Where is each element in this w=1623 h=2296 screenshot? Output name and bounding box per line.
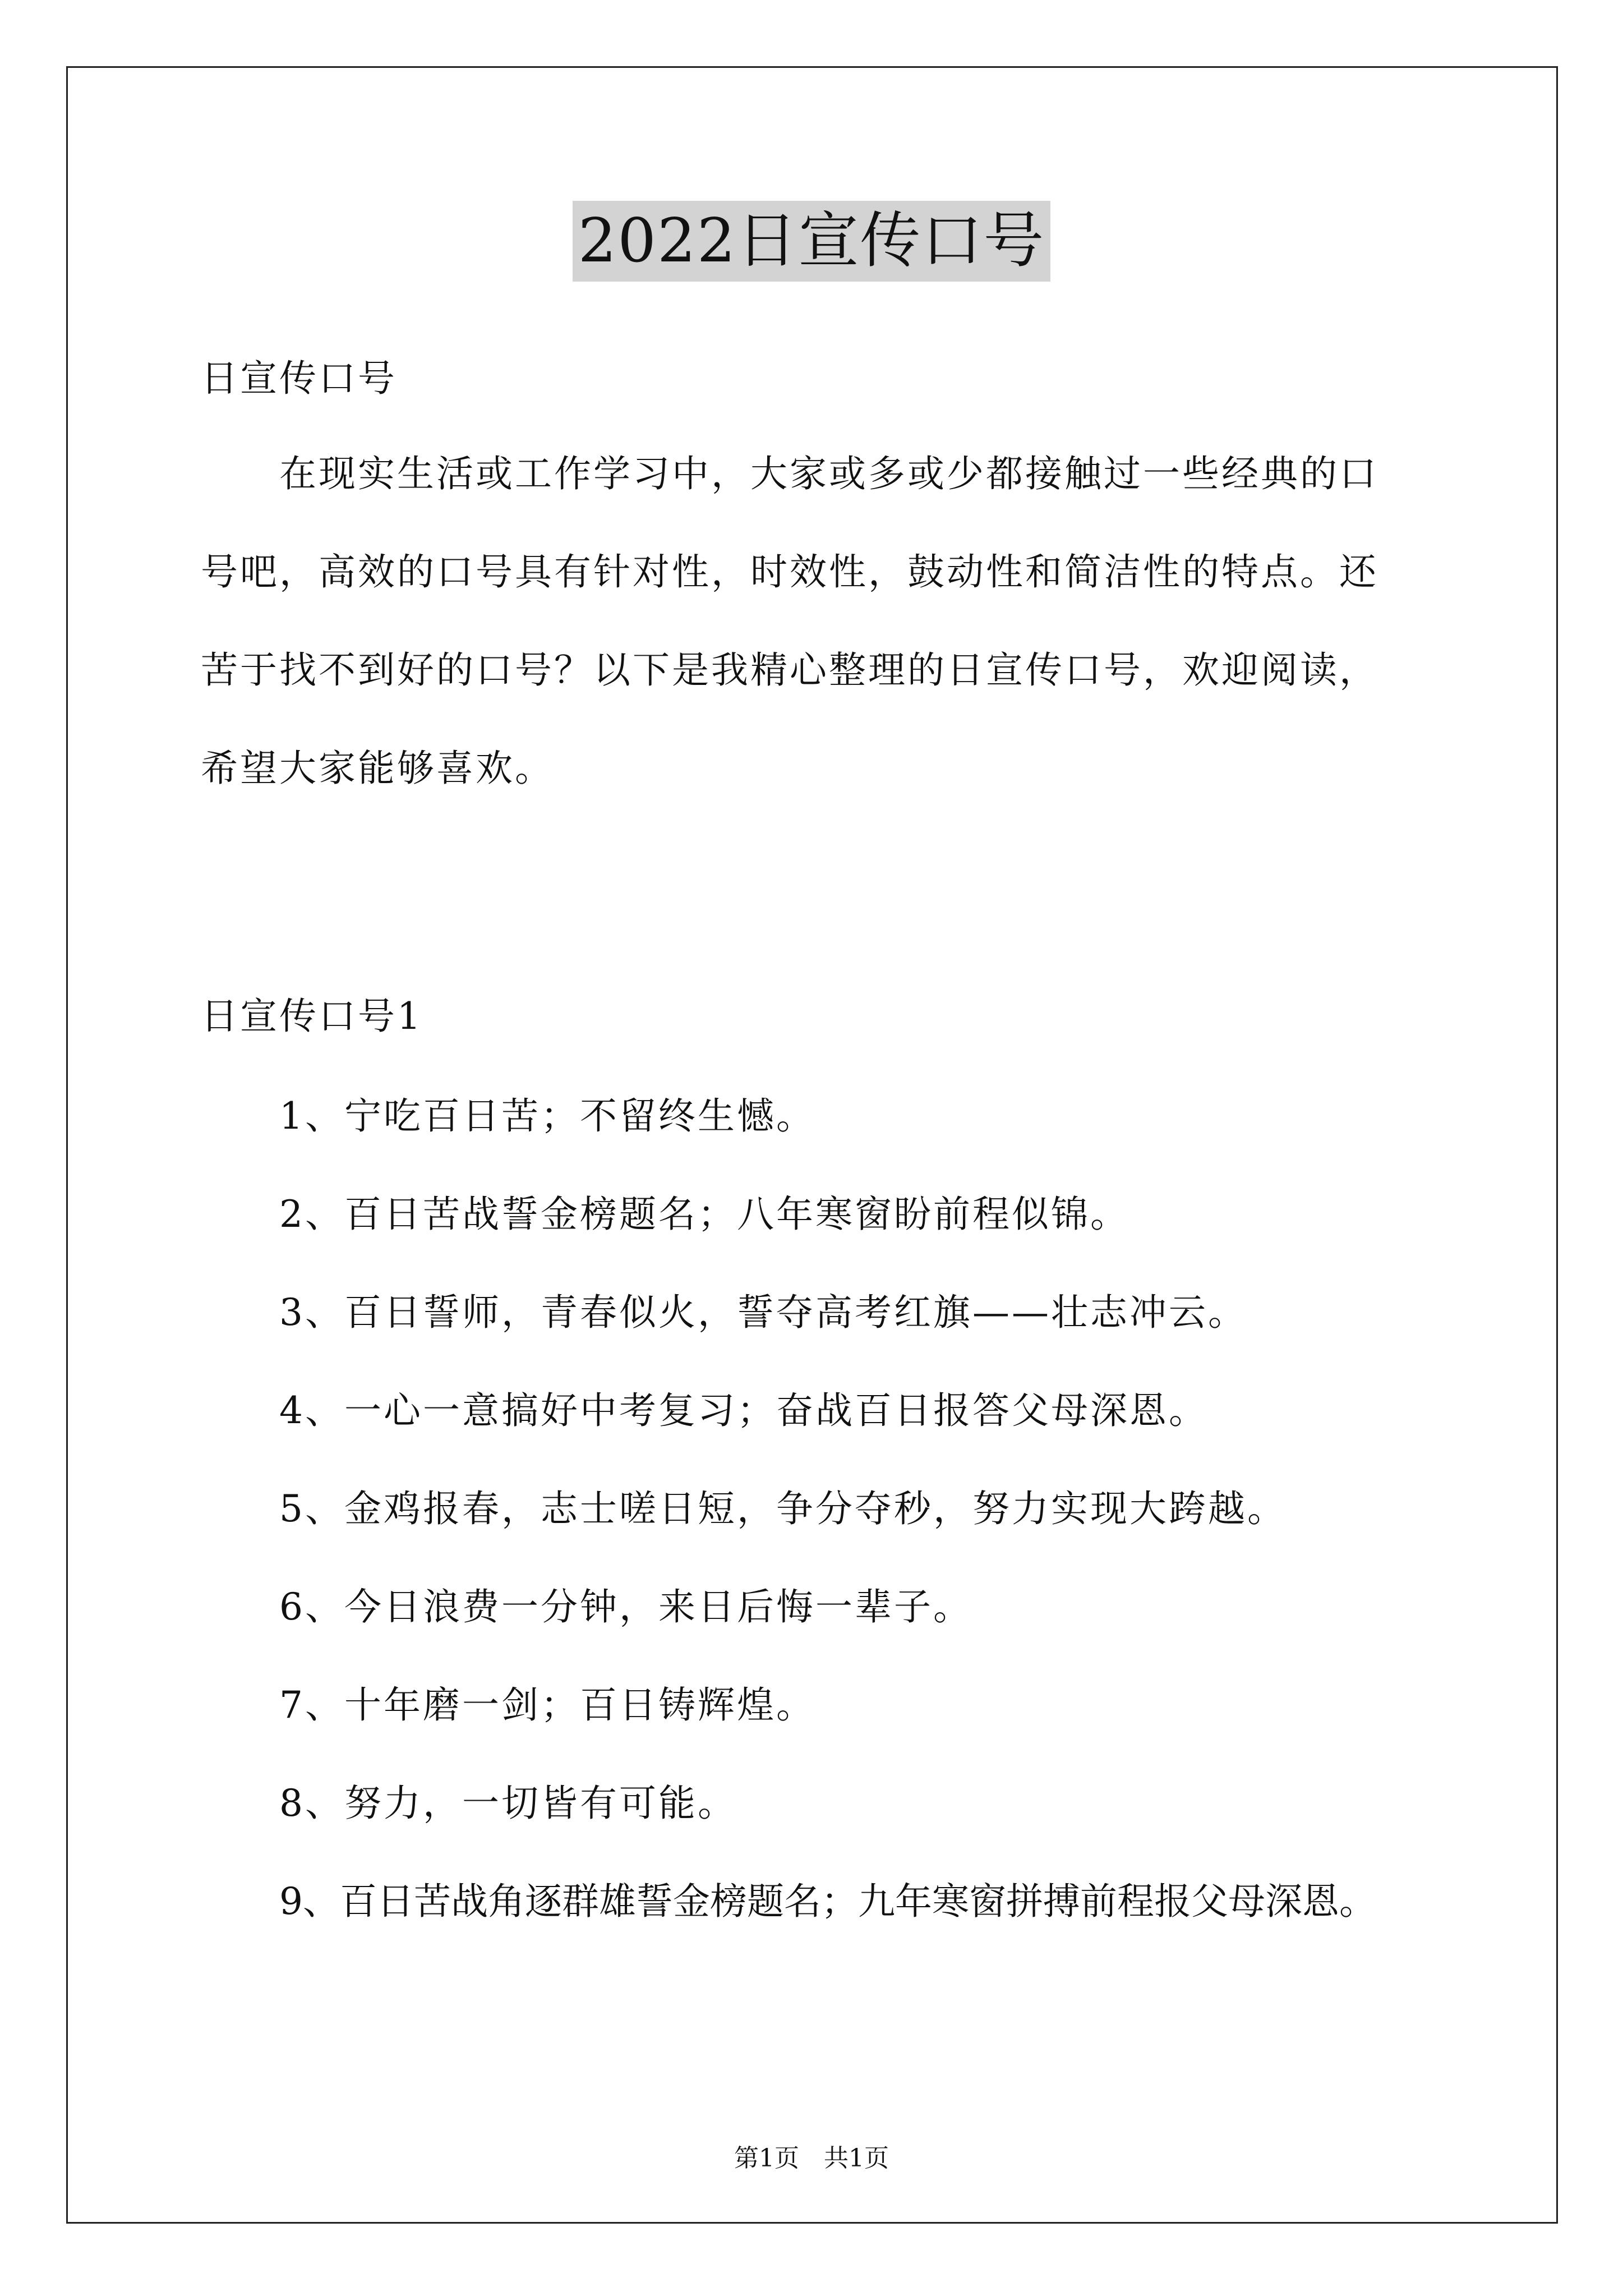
document-subtitle: 日宣传口号 <box>201 357 397 400</box>
list-item: 8、努力，一切皆有可能。 <box>279 1782 737 1825</box>
section-heading: 日宣传口号1 <box>201 995 423 1038</box>
page-footer: 第1页 共1页 <box>734 2144 889 2173</box>
intro-line-2: 号吧，高效的口号具有针对性，时效性，鼓动性和简洁性的特点。还 <box>201 550 1378 593</box>
document-title: 2022日宣传口号 <box>573 201 1051 282</box>
list-item: 1、宁吃百日苦；不留终生憾。 <box>279 1094 815 1138</box>
list-item: 3、百日誓师，青春似火，誓夺高考红旗——壮志冲云。 <box>279 1291 1247 1334</box>
intro-line-3: 苦于找不到好的口号？以下是我精心整理的日宣传口号，欢迎阅读， <box>201 648 1378 692</box>
list-item: 5、金鸡报春，志士嗟日短，争分夺秒，努力实现大跨越。 <box>279 1487 1287 1530</box>
list-item: 2、百日苦战誓金榜题名；八年寒窗盼前程似锦。 <box>279 1193 1129 1236</box>
intro-line-4: 希望大家能够喜欢。 <box>201 747 554 790</box>
list-item: 4、一心一意搞好中考复习；奋战百日报答父母深恩。 <box>279 1389 1208 1432</box>
list-item: 7、十年磨一剑；百日铸辉煌。 <box>279 1683 815 1727</box>
intro-line-1: 在现实生活或工作学习中，大家或多或少都接触过一些经典的口 <box>279 452 1378 495</box>
title-container <box>0 201 1623 282</box>
list-item: 6、今日浪费一分钟，来日后悔一辈子。 <box>279 1585 972 1628</box>
list-item: 9、百日苦战角逐群雄誓金榜题名；九年寒窗拼搏前程报父母深恩。 <box>279 1880 1376 1923</box>
